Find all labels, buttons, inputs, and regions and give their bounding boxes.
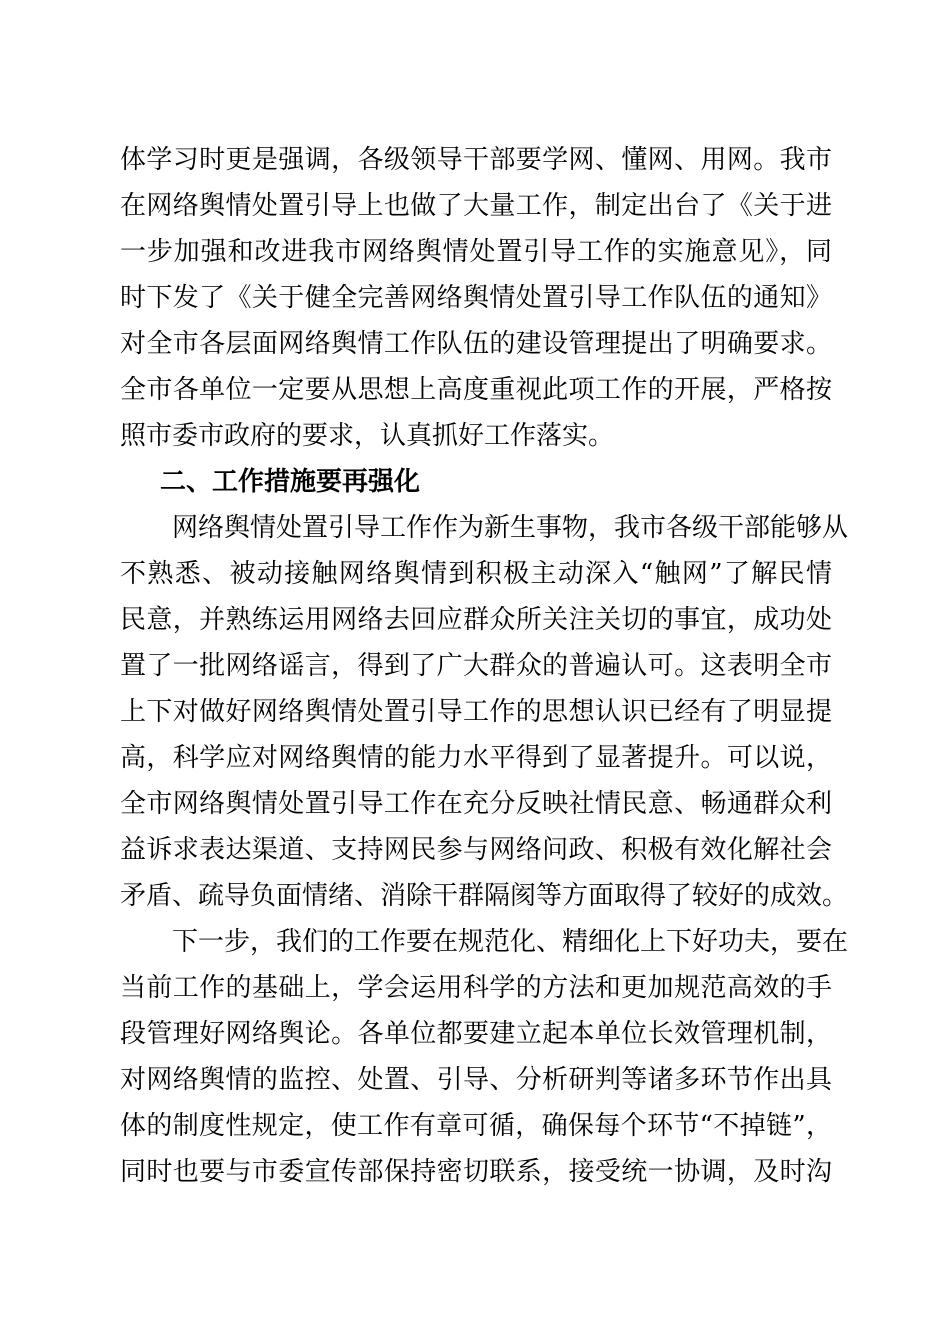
body-text-line: 不熟悉、被动接触网络舆情到积极主动深入“触网”了解民情 [120,559,832,589]
body-text-line: 下一步，我们的工作要在规范化、精细化上下好功夫，要在 [172,927,849,957]
body-text-line: 全市网络舆情处置引导工作在充分反映社情民意、畅通群众利 [120,789,832,819]
body-text-line: 一步加强和改进我市网络舆情处置引导工作的实施意见》，同 [120,237,832,267]
body-text-line: 时下发了《关于健全完善网络舆情处置引导工作队伍的通知》 [120,283,832,313]
body-text-line: 矛盾、疏导负面情绪、消除干群隔阂等方面取得了较好的成效。 [120,881,849,911]
body-text-line: 上下对做好网络舆情处置引导工作的思想认识已经有了明显提 [120,697,832,727]
body-text-line: 对网络舆情的监控、处置、引导、分析研判等诸多环节作出具 [120,1065,832,1095]
section-heading: 二、工作措施要再强化 [160,467,421,497]
body-text-line: 段管理好网络舆论。各单位都要建立起本单位长效管理机制， [120,1019,832,1049]
body-text-line: 民意，并熟练运用网络去回应群众所关注关切的事宜，成功处 [120,605,832,635]
body-text-line: 置了一批网络谣言，得到了广大群众的普遍认可。这表明全市 [120,651,832,681]
body-text-line: 体学习时更是强调，各级领导干部要学网、懂网、用网。我市 [120,145,832,175]
body-text-line: 益诉求表达渠道、支持网民参与网络问政、积极有效化解社会 [120,835,832,865]
body-text-line: 在网络舆情处置引导上也做了大量工作，制定出台了《关于进 [120,191,832,221]
body-text-line: 对全市各层面网络舆情工作队伍的建设管理提出了明确要求。 [120,329,832,359]
body-text-line: 当前工作的基础上，学会运用科学的方法和更加规范高效的手 [120,973,832,1003]
body-text-line: 体的制度性规定，使工作有章可循，确保每个环节“不掉链”， [120,1111,832,1141]
body-text-line: 同时也要与市委宣传部保持密切联系，接受统一协调，及时沟 [120,1157,832,1187]
body-text-line: 网络舆情处置引导工作作为新生事物，我市各级干部能够从 [172,513,849,543]
body-text-line: 全市各单位一定要从思想上高度重视此项工作的开展，严格按 [120,375,832,405]
body-text-line: 照市委市政府的要求，认真抓好工作落实。 [120,421,615,451]
body-text-line: 高，科学应对网络舆情的能力水平得到了显著提升。可以说， [120,743,832,773]
